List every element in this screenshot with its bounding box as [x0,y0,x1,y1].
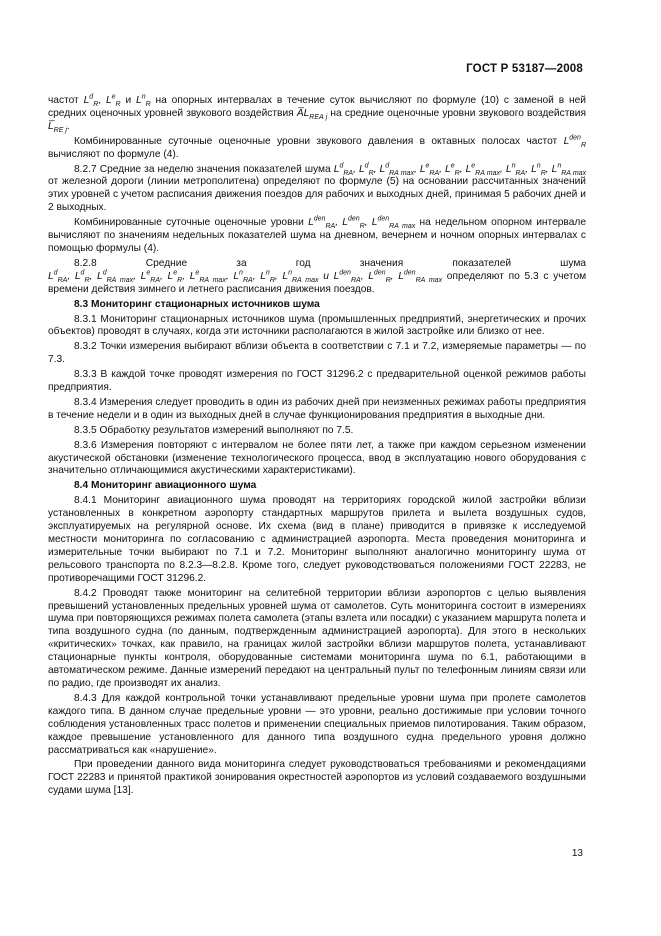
formula-den-levels: $L^{den}_{RA}$, $L^{den}_R$, $L^{den}_{RA max}$ [308,215,416,231]
formula-l-r-den: $L^{den}_R$ [563,134,586,149]
paragraph-8-4-2: 8.4.2 Проводят также мониторинг на селитебной территории вблизи аэропортов с целью выявления превышений установленных предельных уровней шума от самолетов. Суть мониторинга состоит в измерениях шума при повторяющихся режимах полета самолета (этапы взлета или посадки) с указанием маршрута полета и типа воздушного судна (по данным, подтвержденным администрацией аэропорта). Для этого в нескольких «критических» точках, как правило, на границах жилой застройки вблизи маршрутов полета, устанавливают стационарные пункты контроля, оборудованные системами мониторинга шума по 6.1, работающими в автоматическом режиме. Данные измерений передают на центральный пульт по телефонным линиям связи или по радио, где производят их анализ. [48,587,586,689]
paragraph-8-3-2: 8.3.2 Точки измерения выбирают вблизи объекта в соответствии с 7.1 и 7.2, измеряемые параметры — по 7.3. [48,341,586,366]
paragraph-final: При проведении данного вида мониторинга следует руководствоваться требованиями и рекомендациями ГОСТ 22283 и принятой практикой зонирования окрестностей аэропортов из условий создаваемого воздушными судами шума [13]. [48,759,586,797]
formula-yearly-indicators: $L^d_{RA}$, $L^d_R$, $L^d_{RA max}$, $L^e_{RA}$, $L^e_R$, $L^e_{RA max}$, $L^n_{RA}$, $L^n_R$, $L^n_{RA max}$ и $L^{den}_{RA}$, $L^{den}_R$, $L^{den}_{RA max}$ [48,269,443,284]
text-fragment: 8.2.8 Средние за год значения показателей шума [74,257,586,269]
paragraph-8-2-7 [48,164,586,216]
text-fragment: Комбинированные суточные оценочные уровни звукового давления в октавных полосах частот [74,135,558,147]
text-fragment: 8.2.7 Средние за неделю значения показателей шума [74,163,331,175]
text-fragment: от железной дороги (линии метрополитена) определяют по формуле (5) на основании рассчитанных значений этих уровней с учетом расписания движения поездов для рабочих и выходных дней, принимая 5 рабочих дней и 2 выходных. [48,176,586,214]
section-heading-8-4: 8.4 Мониторинг авиационного шума [74,480,257,492]
text-fragment: на опорных интервалах в течение суток вычисляют по формуле (10) с заменой в ней средних оценочных уровней звукового воздействия [48,95,586,119]
section-heading-8-3: 8.3 Мониторинг стационарных источников шума [74,298,320,310]
paragraph-8-3-4: 8.3.4 Измерения следует проводить в один из рабочих дней при неизменных режимах работы предприятия в течение недели и в один из выходных дней в случае функционирования предприятия в выходные дни. [48,396,586,421]
paragraph-8-3-6: 8.3.6 Измерения повторяют с интервалом не более пяти лет, а также при каждом серьезном изменении акустической обстановки (изменение технологического процесса, ввод в эксплуатацию нового оборудования с значительно отличающимися акустическими характеристиками). [48,439,586,477]
formula-l-r-e: $L^e_R$ [105,93,121,109]
paragraph-combined-daily [48,136,586,162]
page-number: 13 [571,848,583,859]
text-fragment: Комбинированные суточные оценочные уровни [74,217,304,229]
text-fragment: частот [48,95,79,106]
paragraph-8-4-1: 8.4.1 Мониторинг авиационного шума проводят на территориях городской жилой застройки вблизи установленных в конкретном аэропорту стандартных маршрутов прилета и вылета воздушных судов, эксплуатируемых на регулярной основе. Их схема (вид в плане) приводится в привязке к исследуемой местности мониторинга по согласованию с администрацией аэропорта. Места проведения мониторинга и измерительные точки выбирают по 7.1 и 7.2. Мониторинг выполняют аналогично мониторингу шума от рельсового транспорта по 8.2.3—8.2.8. Кроме того, следует руководствоваться положениями ГОСТ 22283, не противоречащими ГОСТ 31296.2. [48,495,586,584]
paragraph-8-3-5: 8.3.5 Обработку результатов измерений выполняют по 7.5. [74,424,354,436]
formula-l-re-j: $L̅_{RE j}$ [48,120,67,134]
document-body [48,95,586,800]
formula-l-r-n: $L^n_R$ [136,93,151,109]
paragraph-8-2-8 [48,258,586,297]
paragraph-8-4-3: 8.4.3 Для каждой контрольной точки устанавливают предельные уровни шума при пролете самолетов каждого типа. В данном случае предельные уровни — это уровни, реально достижимые при условии точного соблюдения установленных трасс полетов и применении специальных приемов пилотирования. Таким образом, каждое превышение установленного для данного типа воздушного судна предельного уровня должно рассматриваться как «нарушение». [48,692,586,756]
formula-a-l-rea-j: $A̅L_{REA j}$ [296,107,328,121]
document-header: ГОСТ Р 53187—2008 [466,63,583,75]
paragraph-intro: частот $L^d_R$, $L^e_R$ и $L^n_R$ на опорных интервалах в течение суток вычисляют по формуле (10) с заменой в ней средних оценочных уровней звукового воздействия $A̅L_{REA j}$ на средние оценочные уровни звукового воздействия $L̅_{RE j}$. [48,93,586,134]
text-fragment: на недельном опорном интервале вычисляют по значениям недельных показателей шума на дневном, вечернем и ночном опорных интервалах с помощью формулы (4). [48,217,587,254]
text-fragment: на средние оценочные уровни звукового воздействия [327,107,586,119]
text-fragment: определяют по 5.3 с учетом времени действия зимнего и летнего расписания движения поездов. [48,270,587,295]
paragraph-8-3-1: 8.3.1 Мониторинг стационарных источников шума (промышленных предприятий, энергетических и прочих объектов) проводят в случаях, когда эти источники располагаются в жилой застройке или близко от нее. [48,313,586,338]
text-fragment: вычисляют по формуле (4). [48,148,179,160]
formula-l-r-d: $L^d_R$ [83,93,99,109]
formula-weekly-indicators: $L^d_{RA}$, $L^d_R$, $L^d_{RA max}$, $L^e_{RA}$, $L^e_R$, $L^e_{RA max}$, $L^n_{RA}$, $L^n_R$, $L^n_{RA max}$ [333,162,587,177]
paragraph-8-3-3: 8.3.3 В каждой точке проводят измерения по ГОСТ 31296.2 с предварительной оценкой режимов работы предприятия. [48,369,586,394]
paragraph-combined-weekly [48,217,586,256]
